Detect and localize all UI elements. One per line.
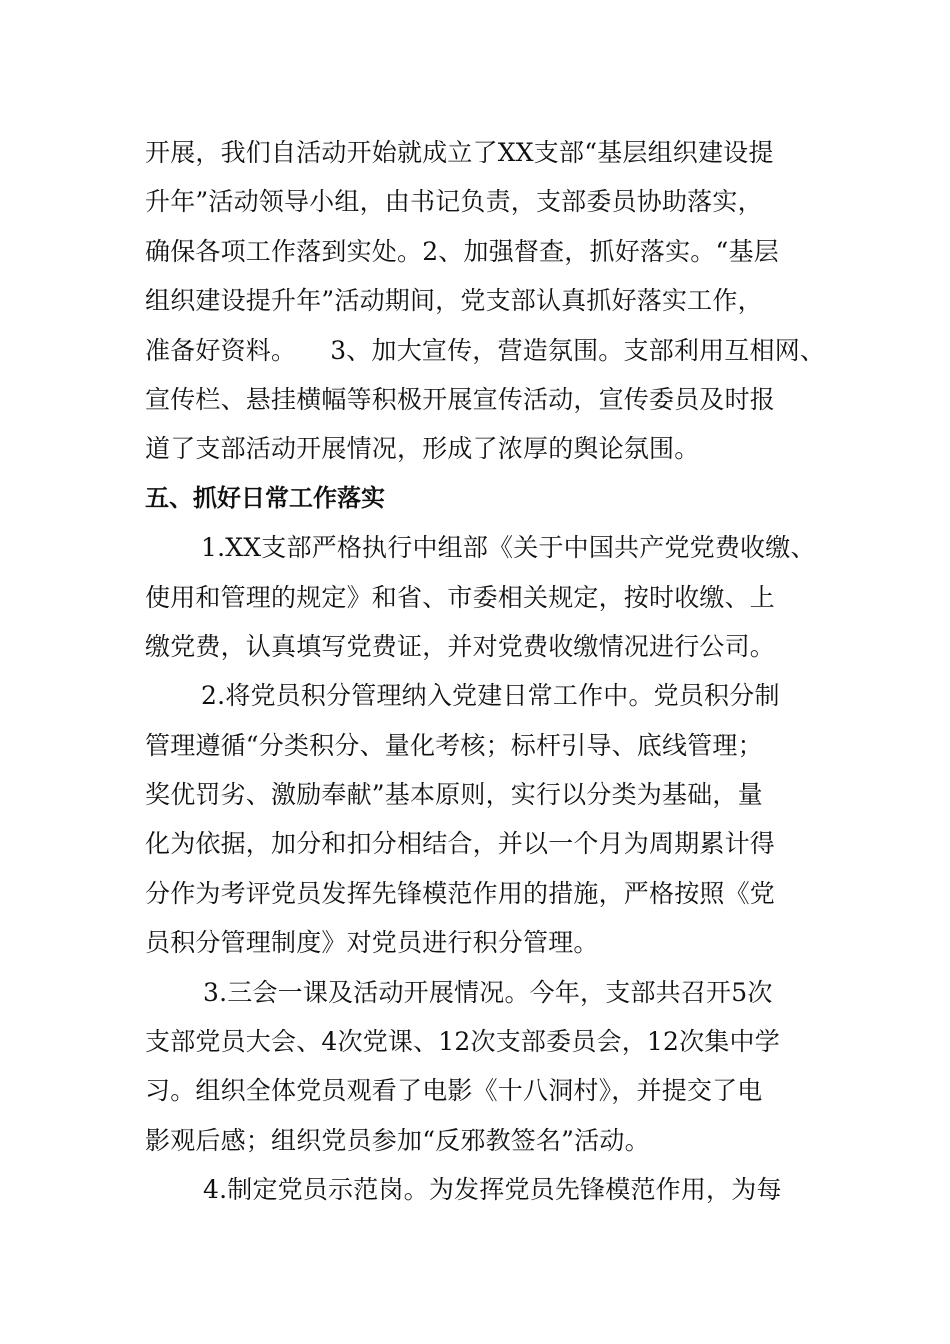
text-line: 4.制定党员示范岗。为发挥党员先锋模范作用，为每 [203, 1175, 782, 1205]
text-line: 分作为考评党员发挥先锋模范作用的措施，严格按照《党 [145, 878, 776, 908]
paragraph-item-1 [145, 523, 816, 671]
text-line [145, 326, 826, 375]
text-line: 使用和管理的规定》和省、市委相关规定，按时收缴、上 [145, 582, 776, 612]
text-line: 缴党费，认真填写党费证，并对党费收缴情况进行公司。 [145, 631, 776, 661]
paragraph-activity-organization [145, 128, 826, 474]
paragraph-item-3 [145, 968, 810, 1166]
text-segment: 准备好资料。 [145, 335, 297, 365]
text-line: 支部党员大会、4次党课、12次支部委员会，12次集中学 [145, 1027, 780, 1057]
paragraph-item-4 [145, 1165, 810, 1214]
text-line: 奖优罚劣、激励奉献”基本原则，实行以分类为基础，量 [145, 780, 763, 810]
section-heading: 五、抓好日常工作落实 [145, 483, 385, 512]
text-line: 管理遵循“分类积分、量化考核；标杆引导、底线管理； [145, 730, 763, 760]
text-line: 3.三会一课及活动开展情况。今年，支部共召开5次 [203, 977, 773, 1007]
text-line: 宣传栏、悬挂横幅等积极开展宣传活动，宣传委员及时报 [145, 384, 776, 414]
text-line: 员积分管理制度》对党员进行积分管理。 [145, 928, 599, 958]
text-line: 2.将党员积分管理纳入党建日常工作中。党员积分制 [201, 681, 780, 711]
text-segment: 3、加大宣传，营造氛围。支部利用互相网、 [330, 335, 826, 365]
text-line: 组织建设提升年”活动期间，党支部认真抓好落实工作， [145, 286, 763, 316]
text-line: 1.XX支部严格执行中组部《关于中国共产党党费收缴、 [201, 533, 816, 563]
text-line: 升年”活动领导小组，由书记负责，支部委员协助落实， [145, 187, 763, 217]
text-line: 确保各项工作落到实处。2、加强督查，抓好落实。“基层 [145, 236, 779, 266]
document-body [145, 128, 826, 1215]
text-line: 习。组织全体党员观看了电影《十八洞村》，并提交了电 [145, 1076, 763, 1106]
paragraph-item-2 [145, 671, 810, 967]
text-line: 道了支部活动开展情况，形成了浓厚的舆论氛围。 [145, 434, 700, 464]
text-line: 影观后感；组织党员参加“反邪教签名”活动。 [145, 1125, 650, 1155]
text-line: 化为依据，加分和扣分相结合，并以一个月为周期累计得 [145, 829, 776, 859]
text-line: 开展，我们自活动开始就成立了XX支部“基层组织建设提 [145, 138, 774, 167]
